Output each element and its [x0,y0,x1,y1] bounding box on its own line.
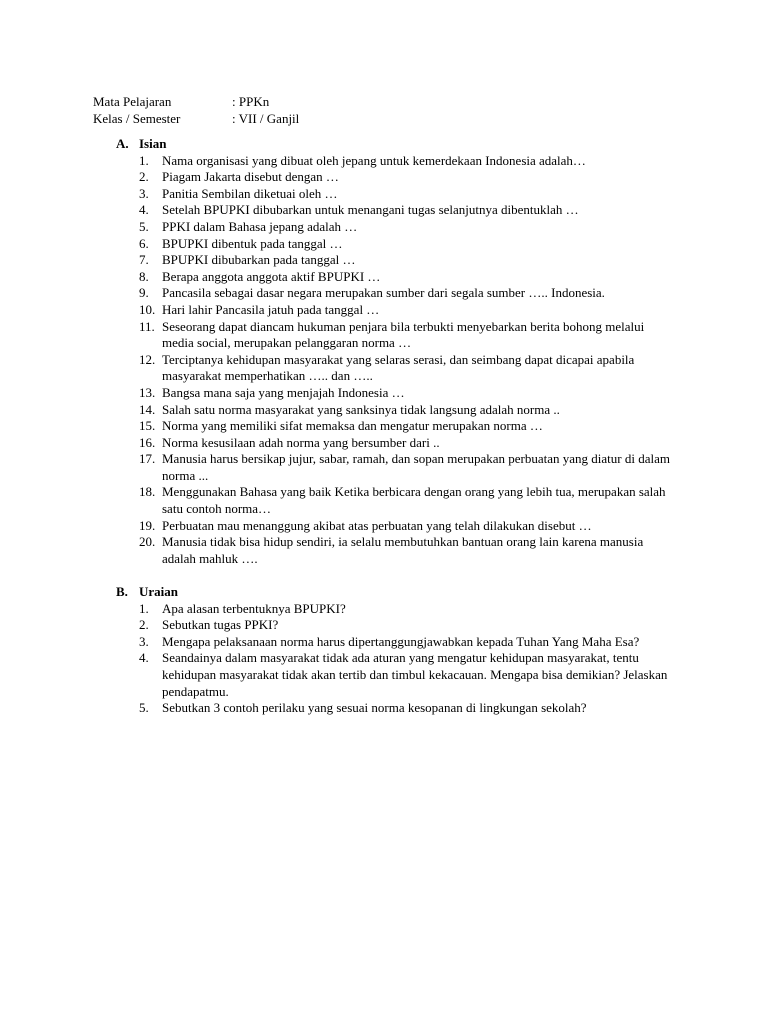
item-number: 3. [139,185,149,201]
question-a-item [116,153,676,170]
subject-label: Mata Pelajaran [93,94,172,109]
item-text: Perbuatan mau menanggung akibat atas perbuatan yang telah dilakukan disebut … [162,517,592,533]
item-text: Hari lahir Pancasila jatuh pada tanggal … [162,301,380,317]
item-number: 17. [139,451,156,467]
subject-row [93,94,299,111]
section-a-letter: A. [116,136,129,151]
question-a-item [116,186,676,203]
item-number: 16. [139,434,156,450]
section-b-heading [116,584,676,601]
item-text: Setelah BPUPKI dibubarkan untuk menangani tugas selanjutnya dibentuklah … [162,202,579,218]
class-row [93,111,299,128]
question-a-item [116,269,676,286]
item-number: 11. [139,318,155,334]
class-value: : VII / Ganjil [232,110,300,126]
question-a-item [116,418,676,435]
question-b-item [116,617,676,634]
item-text: Mengapa pelaksanaan norma harus dipertanggungjawabkan kepada Tuhan Yang Maha Esa? [162,633,640,649]
section-a-title: Isian [139,136,167,151]
item-text: Salah satu norma masyarakat yang sanksinya tidak langsung adalah norma .. [162,401,560,417]
item-text: Terciptanya kehidupan masyarakat yang selaras serasi, dan seimbang dapat dicapai apabila masyarakat memperhatikan ….. dan ….. [162,351,635,384]
item-text: Norma kesusilaan adah norma yang bersumber dari .. [162,434,440,450]
question-a-item [116,402,676,419]
item-number: 2. [139,169,149,185]
item-number: 4. [139,202,149,218]
question-a-item [116,451,676,484]
question-a-item [116,236,676,253]
item-number: 7. [139,252,149,268]
item-text: PPKI dalam Bahasa jepang adalah … [162,218,358,234]
item-number: 9. [139,285,149,301]
item-number: 2. [139,617,149,633]
item-text: Panitia Sembilan diketuai oleh … [162,185,338,201]
item-text: Apa alasan terbentuknya BPUPKI? [162,600,346,616]
question-a-item [116,169,676,186]
section-b-list [116,601,676,717]
item-number: 19. [139,517,156,533]
question-a-item [116,302,676,319]
item-text: Nama organisasi yang dibuat oleh jepang untuk kemerdekaan Indonesia adalah… [162,152,586,168]
item-number: 12. [139,351,156,367]
item-text: Norma yang memiliki sifat memaksa dan mengatur merupakan norma … [162,418,543,434]
question-b-item [116,601,676,618]
section-a-list [116,153,676,568]
item-number: 10. [139,301,156,317]
item-number: 13. [139,384,156,400]
item-text: Berapa anggota anggota aktif BPUPKI … [162,268,381,284]
question-a-item [116,534,676,567]
question-a-item [116,484,676,517]
section-b-letter: B. [116,584,128,599]
item-text: Piagam Jakarta disebut dengan … [162,169,339,185]
item-number: 5. [139,218,149,234]
question-a-item [116,435,676,452]
section-a-heading [116,136,676,153]
item-text: Menggunakan Bahasa yang baik Ketika berbicara dengan orang yang lebih tua, merupakan salah satu contoh norma… [162,484,666,517]
item-text: Seseorang dapat diancam hukuman penjara bila terbukti menyebarkan berita bohong melalui media social, merupakan pelanggaran norma … [162,318,645,351]
question-a-item [116,518,676,535]
item-text: Manusia tidak bisa hidup sendiri, ia selalu membutuhkan bantuan orang lain karena manusia adalah mahluk …. [162,534,644,566]
item-number: 1. [139,600,149,616]
item-number: 4. [139,650,149,666]
item-number: 6. [139,235,149,251]
item-number: 5. [139,700,149,716]
item-text: Seandainya dalam masyarakat tidak ada aturan yang mengatur kehidupan masyarakat, tentu kehidupan masyarakat tidak akan tertib dan timbul kekacauan. Mengapa bisa demikian? Jelaskan pendapatmu. [162,650,668,699]
item-number: 1. [139,152,149,168]
question-a-item [116,385,676,402]
item-number: 14. [139,401,156,417]
document-header [93,94,299,127]
item-text: Pancasila sebagai dasar negara merupakan sumber dari segala sumber ….. Indonesia. [162,285,605,301]
item-number: 18. [139,484,156,500]
question-a-item [116,219,676,236]
subject-value: : PPKn [232,94,270,109]
question-a-item [116,352,676,385]
question-a-item [116,252,676,269]
item-number: 8. [139,268,149,284]
item-text: Sebutkan tugas PPKI? [162,617,279,633]
question-b-item [116,700,676,717]
question-a-item [116,202,676,219]
item-text: Bangsa mana saja yang menjajah Indonesia … [162,384,405,400]
item-text: BPUPKI dibubarkan pada tanggal … [162,252,356,268]
item-number: 20. [139,534,156,550]
question-a-item [116,285,676,302]
item-text: Sebutkan 3 contoh perilaku yang sesuai norma kesopanan di lingkungan sekolah? [162,700,587,716]
item-text: Manusia harus bersikap jujur, sabar, ramah, dan sopan merupakan perbuatan yang diatur di dalam norma ... [162,451,670,483]
section-b [116,584,676,717]
question-a-item [116,319,676,352]
question-b-item [116,634,676,651]
class-label: Kelas / Semester [93,110,181,126]
item-number: 15. [139,418,156,434]
section-a [116,136,676,567]
item-text: BPUPKI dibentuk pada tanggal … [162,235,343,251]
question-b-item [116,650,676,700]
item-number: 3. [139,633,149,649]
section-b-title: Uraian [139,584,178,599]
